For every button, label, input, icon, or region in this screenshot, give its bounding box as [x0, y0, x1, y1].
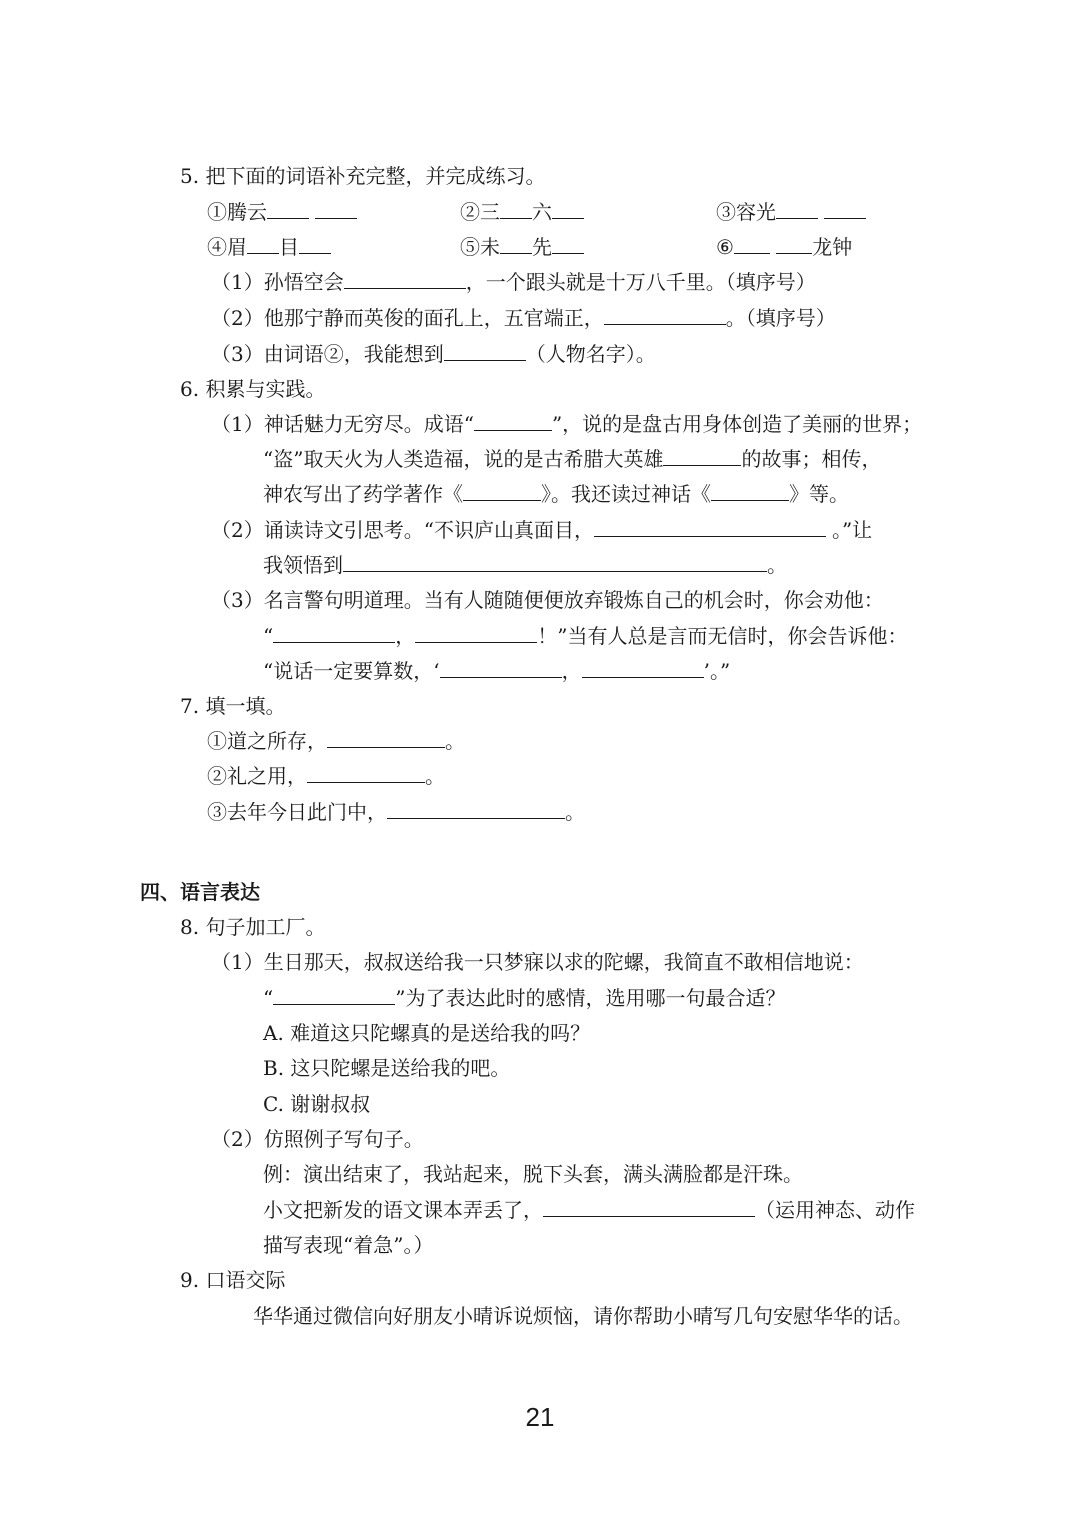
question-9-title: 9. 口语交际 [180, 1268, 286, 1292]
q8-p1b-text: “ [263, 986, 274, 1010]
q8-p2d-text: （运用神态、动作 [755, 1198, 915, 1222]
blank[interactable] [299, 233, 331, 254]
word-2b-text: 六 [532, 200, 552, 224]
answer-blank[interactable] [663, 445, 741, 466]
answer-blank[interactable] [343, 551, 767, 572]
option-b[interactable]: B. 这只陀螺是送给我的吧。 [263, 1056, 511, 1080]
q8-part-2-line-3 [263, 1196, 915, 1224]
q8-part-2-title: （2）仿照例子写句子。 [211, 1127, 424, 1151]
q6-p3c-text: ， [395, 624, 416, 648]
q7-line-1 [207, 727, 465, 755]
word-4a-text: ④眉 [207, 235, 247, 259]
question-7-title: 7. 填一填。 [180, 694, 286, 718]
word-2a-text: ②三 [460, 200, 500, 224]
answer-blank[interactable] [387, 798, 565, 819]
page-number: 21 [525, 1402, 555, 1432]
section-heading: 四、语言表达 [140, 880, 260, 904]
q6-part-3-line-1: （3）名言警句明道理。当有人随随便便放弃锻炼自己的机会时，你会劝他： [211, 588, 884, 612]
answer-blank[interactable] [463, 480, 541, 501]
q8-part-1-line-1: （1）生日那天，叔叔送给我一只梦寐以求的陀螺，我简直不敢相信地说： [211, 950, 864, 974]
q6-p1f-text: 》。我还读过神话《 [541, 482, 711, 506]
question-8-title: 8. 句子加工厂。 [180, 915, 326, 939]
q6-p1-text: （1）神话魅力无穷尽。成语“ [211, 412, 474, 436]
answer-blank[interactable] [604, 304, 726, 325]
q5-sub-1-text: （1）孙悟空会 [211, 270, 344, 294]
word-5b-text: 先 [532, 235, 552, 259]
q5-sub-2 [211, 304, 836, 332]
q6-p3d-text: ！”当有人总是言而无信时，你会告诉他： [537, 624, 908, 648]
q6-p2a-text: （2）诵读诗文引思考。“不识庐山真面目， [211, 518, 594, 542]
answer-blank[interactable] [273, 622, 395, 643]
answer-blank[interactable] [594, 516, 826, 537]
q6-p2b-text: 。”让 [831, 518, 873, 542]
word-item-6 [716, 233, 852, 261]
q6-part-3-line-3 [263, 657, 730, 685]
q6-part-2-line-1 [211, 516, 872, 544]
blank[interactable] [500, 233, 532, 254]
q5-sub-2-tail: 。（填序号） [725, 306, 836, 330]
q5-sub-3-text: （3）由词语②，我能想到 [211, 342, 444, 366]
blank[interactable] [267, 198, 309, 219]
q6-p1d-text: 的故事；相传， [741, 447, 882, 471]
blank[interactable] [824, 198, 866, 219]
q6-part-1-line-3 [263, 480, 849, 508]
q6-part-1-line-1 [211, 410, 922, 438]
blank[interactable] [315, 198, 357, 219]
q7-l1-end: 。 [445, 729, 465, 753]
q6-p1g-text: 》等。 [789, 482, 849, 506]
q6-p3g-text: ’。” [703, 659, 731, 683]
q5-sub-1 [211, 268, 816, 296]
word-item-5 [460, 233, 584, 261]
q6-p1c-text: “盗”取天火为人类造福，说的是古希腊大英雄 [263, 447, 664, 471]
q7-line-2 [207, 762, 445, 790]
q8-example: 例：演出结束了，我站起来，脱下头套，满头满脸都是汗珠。 [263, 1162, 803, 1186]
q6-p2d-text: 。 [767, 553, 787, 577]
answer-blank[interactable] [307, 762, 425, 783]
q6-p3b-text: “ [263, 624, 274, 648]
q9-body: 华华通过微信向好朋友小晴诉说烦恼，请你帮助小晴写几句安慰华华的话。 [253, 1304, 913, 1328]
q5-sub-3 [211, 340, 656, 368]
blank[interactable] [776, 198, 818, 219]
q6-part-3-line-2 [263, 622, 907, 650]
q7-l2-end: 。 [425, 764, 445, 788]
option-c[interactable]: C. 谢谢叔叔 [263, 1092, 371, 1116]
blank[interactable] [734, 233, 770, 254]
q5-sub-3-tail: （人物名字）。 [525, 342, 656, 366]
option-a[interactable]: A. 难道这只陀螺真的是送给我的吗？ [263, 1021, 591, 1045]
q6-part-2-line-2 [263, 551, 787, 579]
answer-blank[interactable] [273, 984, 395, 1005]
q5-sub-2-text: （2）他那宁静而英俊的面孔上，五官端正， [211, 306, 604, 330]
q7-l1-text: ①道之所存， [207, 729, 327, 753]
blank[interactable] [552, 233, 584, 254]
answer-blank[interactable] [415, 622, 537, 643]
answer-blank[interactable] [327, 727, 445, 748]
word-3-text: ③容光 [716, 200, 776, 224]
word-item-4 [207, 233, 331, 261]
q7-line-3 [207, 798, 585, 826]
q6-p1-tail: ”，说的是盘古用身体创造了美丽的世界； [551, 412, 923, 436]
blank[interactable] [776, 233, 812, 254]
word-6a-text: ⑥ [716, 235, 734, 259]
word-item-2 [460, 198, 584, 226]
q6-p3e-text: “说话一定要算数，‘ [263, 659, 440, 683]
answer-blank[interactable] [440, 657, 562, 678]
answer-blank[interactable] [582, 657, 704, 678]
blank[interactable] [552, 198, 584, 219]
q8-p2c-text: 小文把新发的语文课本弄丢了， [263, 1198, 543, 1222]
word-item-3 [716, 198, 866, 226]
q8-part-2-line-4: 描写表现“着急”。） [263, 1233, 434, 1257]
q7-l2-text: ②礼之用， [207, 764, 307, 788]
word-6b-text: 龙钟 [812, 235, 853, 259]
q6-p3f-text: ， [561, 659, 582, 683]
answer-blank[interactable] [444, 340, 526, 361]
q7-l3-text: ③去年今日此门中， [207, 800, 387, 824]
answer-blank[interactable] [711, 480, 789, 501]
q6-p1e-text: 神农写出了药学著作《 [263, 482, 463, 506]
word-item-1 [207, 198, 357, 226]
question-5-title: 5. 把下面的词语补充完整，并完成练习。 [180, 164, 546, 188]
answer-blank[interactable] [543, 1196, 755, 1217]
blank[interactable] [500, 198, 532, 219]
q8-p1c-text: ”为了表达此时的感情，选用哪一句最合适？ [395, 986, 786, 1010]
blank[interactable] [247, 233, 279, 254]
word-4b-text: 目 [279, 235, 299, 259]
q8-part-1-line-2 [263, 984, 785, 1012]
q6-part-1-line-2 [263, 445, 881, 473]
q7-l3-end: 。 [565, 800, 585, 824]
word-row-1 [207, 198, 927, 226]
answer-blank[interactable] [474, 410, 552, 431]
q6-p2c-text: 我领悟到 [263, 553, 343, 577]
word-row-2 [207, 233, 927, 261]
question-6-title: 6. 积累与实践。 [180, 377, 326, 401]
word-5a-text: ⑤未 [460, 235, 500, 259]
word-1-text: ①腾云 [207, 200, 267, 224]
answer-blank[interactable] [344, 268, 466, 289]
q5-sub-1-tail: ，一个跟头就是十万八千里。（填序号） [465, 270, 816, 294]
